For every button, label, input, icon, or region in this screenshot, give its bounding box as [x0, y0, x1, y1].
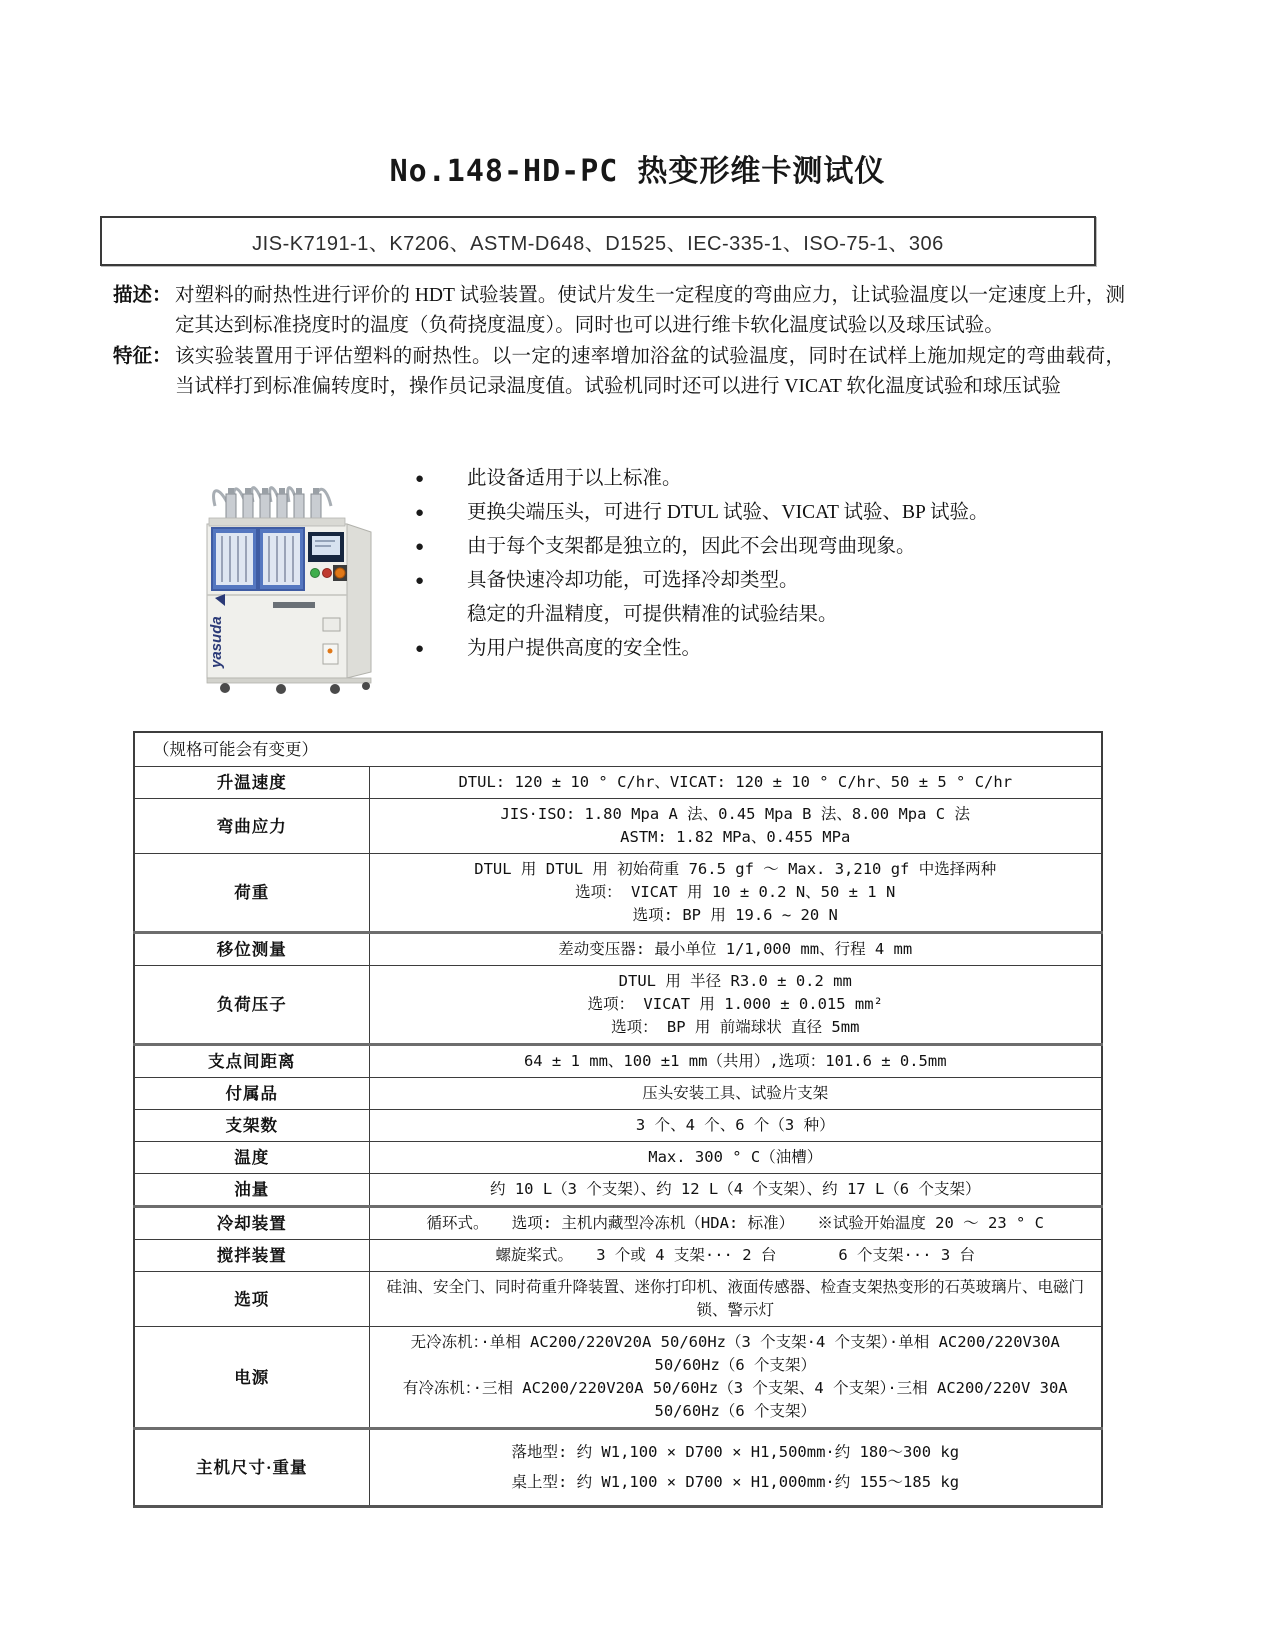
- value-line: 落地型: 约 W1,100 × D700 × H1,500mm·约 180～300 kg: [511, 1443, 960, 1461]
- green-button: [311, 569, 320, 578]
- value-line: DTUL: 120 ± 10 ° C/hr、VICAT: 120 ± 10 ° C/hr、50 ± 5 ° C/hr: [458, 773, 1013, 791]
- value-line: 约 10 L（3 个支架）、约 12 L（4 个支架）、约 17 L（6 个支架）: [490, 1180, 981, 1198]
- cabinet-side: [347, 524, 371, 678]
- row-value: [369, 799, 1102, 854]
- value-line: 选项： VICAT 用 1.000 ± 0.015 mm²: [587, 995, 883, 1013]
- table-row: [134, 933, 1102, 966]
- description-text: 对塑料的耐热性进行评价的 HDT 试验装置。使试片发生一定程度的弯曲应力，让试验温度以一定速度上升，测定其达到标准挠度时的温度（负荷挠度温度）。同时也可以进行维卡软化温度试验以及球压试验。: [175, 285, 1125, 336]
- table-row: [134, 732, 1102, 767]
- row-value: [369, 1429, 1102, 1507]
- row-label: 选项: [134, 1272, 369, 1327]
- row-label: 弯曲应力: [134, 799, 369, 854]
- value-line: 循环式。 选项: 主机内藏型冷冻机（HDA: 标准） ※试验开始温度 20 ～ 23 ° C: [426, 1214, 1044, 1232]
- table-row: [134, 1327, 1102, 1429]
- value-line: 64 ± 1 mm、100 ±1 mm（共用）,选项：101.6 ± 0.5mm: [523, 1052, 947, 1070]
- row-label: 负荷压子: [134, 966, 369, 1045]
- row-value: [369, 933, 1102, 966]
- table-row: [134, 966, 1102, 1045]
- row-value: [369, 966, 1102, 1045]
- bullet-text: 由于每个支架都是独立的，因此不会出现弯曲现象。: [467, 536, 916, 557]
- description-label: 描述：: [113, 285, 172, 306]
- table-row: [134, 854, 1102, 933]
- list-item: [415, 496, 1125, 530]
- row-value: [369, 1240, 1102, 1272]
- value-line: 差动变压器: 最小单位 1/1,000 mm、行程 4 mm: [558, 940, 913, 958]
- bullet-icon: ●: [415, 539, 425, 555]
- value-line: 选项： BP 用 前端球状 直径 5mm: [611, 1018, 860, 1036]
- value-line: 螺旋桨式。 3 个或 4 支架··· 2 台 6 个支架··· 3 台: [495, 1246, 976, 1264]
- table-row: [134, 1078, 1102, 1110]
- value-line: 硅油、安全门、同时荷重升降装置、迷你打印机、液面传感器、检查支架热变形的石英玻璃片、电磁门锁、警示灯: [386, 1278, 1084, 1319]
- row-label: 搅拌装置: [134, 1240, 369, 1272]
- value-line: 桌上型: 约 W1,100 × D700 × H1,000mm·约 155～185 kg: [511, 1473, 960, 1491]
- row-value: [369, 1045, 1102, 1078]
- casters: [220, 682, 370, 694]
- value-line: 有冷冻机：·三相 AC200/220V20A 50/60Hz（3 个支架、4 个支架）·三相 AC200/220V 30A 50/60Hz（6 个支架）: [402, 1379, 1068, 1420]
- spec-note: （规格可能会有变更）: [134, 732, 1102, 767]
- features-paragraph: [113, 342, 1125, 402]
- value-line: DTUL 用 DTUL 用 初始荷重 76.5 gf ～ Max. 3,210 gf 中选择两种: [474, 860, 997, 878]
- page-title: No.148-HD-PC 热变形维卡测试仪: [389, 154, 886, 189]
- bullet-icon: [415, 598, 467, 632]
- list-item: [415, 632, 1125, 666]
- model-plate: [273, 602, 315, 608]
- row-label: 电源: [134, 1327, 369, 1429]
- bullet-icon: ●: [415, 573, 425, 589]
- table-row: [134, 1207, 1102, 1240]
- row-value: [369, 767, 1102, 799]
- bullet-text: 具备快速冷却功能，可选择冷却类型。: [467, 570, 799, 591]
- intro-section: [113, 281, 1125, 403]
- row-value: [369, 1327, 1102, 1429]
- table-row: [134, 1045, 1102, 1078]
- value-line: 3 个、4 个、6 个（3 种）: [635, 1116, 835, 1134]
- row-label: 主机尺寸·重量: [134, 1429, 369, 1507]
- bullet-text: 更换尖端压头，可进行 DTUL 试验、VICAT 试验、BP 试验。: [467, 502, 989, 523]
- value-line: 压头安装工具、试验片支架: [642, 1084, 829, 1102]
- row-label: 付属品: [134, 1078, 369, 1110]
- row-value: [369, 1272, 1102, 1327]
- value-line: JIS·ISO: 1.80 Mpa A 法、0.45 Mpa B 法、8.00 Mpa C 法: [500, 805, 970, 823]
- features-text: 该实验装置用于评估塑料的耐热性。以一定的速率增加浴盆的试验温度，同时在试样上施加规定的弯曲载荷，当试样打到标准偏转度时，操作员记录温度值。试验机同时还可以进行 VICAT 软化温度试验和球压试验: [175, 346, 1125, 397]
- standards-box: [100, 216, 1096, 266]
- red-button: [323, 569, 332, 578]
- row-label: 冷却装置: [134, 1207, 369, 1240]
- table-row: [134, 767, 1102, 799]
- brand-logo-text: yasuda: [208, 616, 225, 668]
- row-value: [369, 1207, 1102, 1240]
- value-line: Max. 300 ° C（油槽）: [648, 1148, 823, 1166]
- row-value: [369, 1174, 1102, 1207]
- bullet-icon: ●: [415, 641, 425, 657]
- spec-table: [133, 731, 1103, 1508]
- row-label: 荷重: [134, 854, 369, 933]
- table-row: [134, 1174, 1102, 1207]
- description-paragraph: [113, 281, 1125, 341]
- table-row: [134, 1142, 1102, 1174]
- row-value: [369, 1142, 1102, 1174]
- row-value: [369, 854, 1102, 933]
- row-label: 油量: [134, 1174, 369, 1207]
- features-label: 特征：: [113, 346, 172, 367]
- row-label: 支点间距离: [134, 1045, 369, 1078]
- row-value: [369, 1110, 1102, 1142]
- bullet-text: 为用户提供高度的安全性。: [467, 638, 702, 659]
- product-photo: [185, 460, 390, 695]
- list-item: [415, 564, 1125, 598]
- row-label: 支架数: [134, 1110, 369, 1142]
- row-label: 升温速度: [134, 767, 369, 799]
- list-item: [415, 462, 1125, 496]
- row-label: 温度: [134, 1142, 369, 1174]
- bullet-text: 此设备适用于以上标准。: [467, 468, 682, 489]
- row-value: [369, 1078, 1102, 1110]
- table-row: [134, 1240, 1102, 1272]
- table-row: [134, 799, 1102, 854]
- list-item: [415, 530, 1125, 564]
- row-label: 移位测量: [134, 933, 369, 966]
- bullet-text: 稳定的升温精度，可提供精准的试验结果。: [467, 604, 838, 625]
- feature-bullet-list: [415, 462, 1125, 666]
- value-line: 选项： VICAT 用 10 ± 0.2 N、50 ± 1 N: [575, 883, 896, 901]
- value-line: DTUL 用 半径 R3.0 ± 0.2 mm: [618, 972, 852, 990]
- control-panel: [308, 532, 347, 581]
- bullet-icon: ●: [415, 471, 425, 487]
- table-row: [134, 1429, 1102, 1507]
- standards-list: JIS-K7191-1、K7206、ASTM-D648、D1525、IEC-335-1、ISO-75-1、306: [252, 232, 944, 255]
- product-photo-illustration: [185, 460, 390, 695]
- table-row: [134, 1272, 1102, 1327]
- bullet-icon: ●: [415, 505, 425, 521]
- bath-windows: [212, 528, 304, 590]
- list-item: [415, 598, 1125, 632]
- emergency-stop-button: [335, 568, 345, 578]
- value-line: 无冷冻机：·单相 AC200/220V20A 50/60Hz（3 个支架·4 个支架）·单相 AC200/220V30A 50/60Hz（6 个支架）: [410, 1333, 1060, 1374]
- value-line: ASTM: 1.82 MPa、0.455 MPa: [620, 828, 851, 846]
- value-line: 选项: BP 用 19.6 ~ 20 N: [632, 906, 838, 924]
- table-row: [134, 1110, 1102, 1142]
